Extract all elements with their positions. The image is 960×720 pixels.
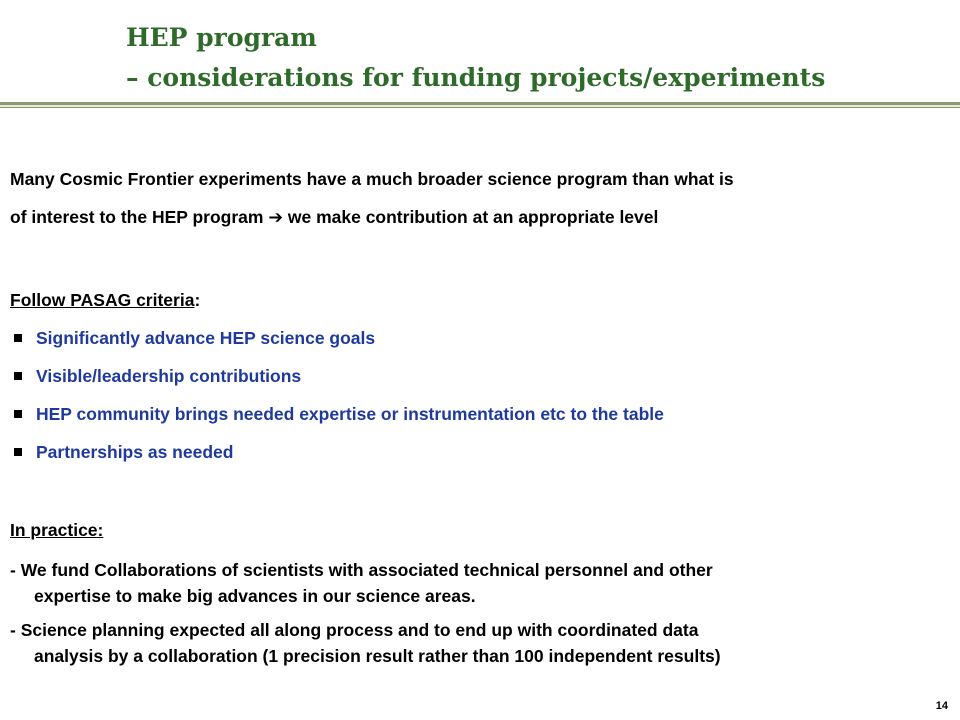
list-item-text: HEP community brings needed expertise or instrumentation etc to the table xyxy=(36,404,664,424)
square-bullet-icon xyxy=(14,448,22,456)
intro-line-1: Many Cosmic Frontier experiments have a much broader science program than what is xyxy=(10,169,734,189)
practice-item-line-2: expertise to make big advances in our science areas. xyxy=(34,586,476,606)
list-item-text: Significantly advance HEP science goals xyxy=(36,328,376,348)
page-number: 14 xyxy=(935,700,948,712)
intro-paragraph xyxy=(10,160,940,237)
practice-item-line-1: - Science planning expected all along process and to end up with coordinated data xyxy=(10,620,699,640)
intro-line-2 xyxy=(10,198,940,237)
criteria-list xyxy=(10,319,940,471)
title-line-1: HEP program xyxy=(126,23,317,52)
practice-heading: In practice: xyxy=(10,520,104,540)
list-item-text: Partnerships as needed xyxy=(36,442,234,462)
practice-item xyxy=(10,617,940,669)
square-bullet-icon xyxy=(14,372,22,380)
slide-body xyxy=(10,160,940,669)
square-bullet-icon xyxy=(14,410,22,418)
list-item-text: Visible/leadership contributions xyxy=(36,366,302,386)
list-item xyxy=(10,357,940,395)
practice-item xyxy=(10,557,940,609)
practice-item-line-1: - We fund Collaborations of scientists with associated technical personnel and other xyxy=(10,560,713,580)
list-item xyxy=(10,319,940,357)
spacer xyxy=(10,471,940,511)
list-item xyxy=(10,433,940,471)
intro-text-b: we make contribution at an appropriate level xyxy=(283,207,659,227)
criteria-heading-row xyxy=(10,281,940,319)
title-divider xyxy=(0,102,960,108)
slide-title xyxy=(126,18,825,98)
spacer xyxy=(10,237,940,281)
arrow-right-icon: ➔ xyxy=(268,208,283,228)
title-line-2: – considerations for funding projects/experiments xyxy=(126,63,826,92)
intro-text-a: of interest to the HEP program xyxy=(10,207,269,227)
square-bullet-icon xyxy=(14,334,22,342)
criteria-colon: : xyxy=(194,290,201,310)
criteria-heading: Follow PASAG criteria xyxy=(10,290,195,310)
practice-item-line-2: analysis by a collaboration (1 precision result rather than 100 independent results) xyxy=(34,646,721,666)
list-item xyxy=(10,395,940,433)
